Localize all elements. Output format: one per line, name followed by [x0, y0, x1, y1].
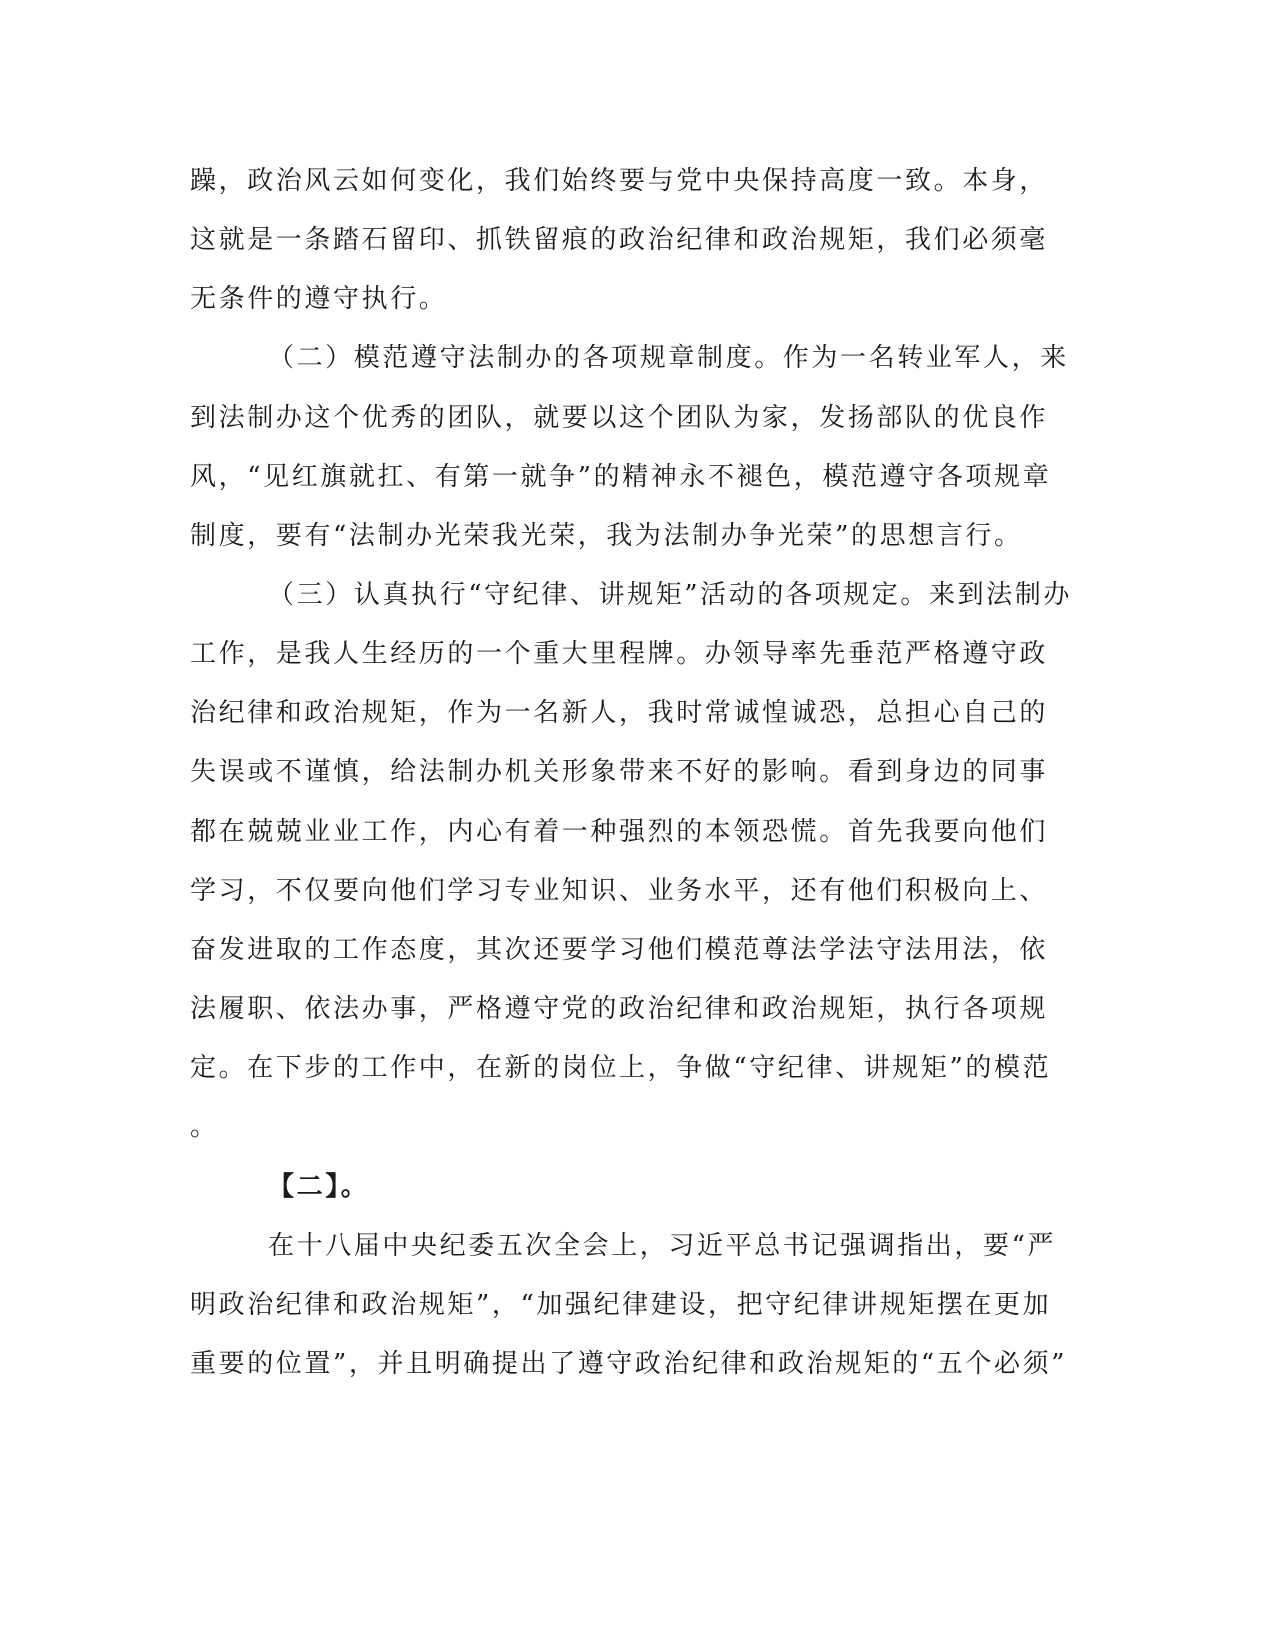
text-line: 躁，政治风云如何变化，我们始终要与党中央保持高度一致。本身，: [190, 166, 1049, 196]
text-line: 工作，是我人生经历的一个重大里程牌。办领导率先垂范严格遵守政: [190, 639, 1049, 669]
text-line: 奋发进取的工作态度，其次还要学习他们模范尊法学法守法用法，依: [190, 935, 1049, 965]
text-line: 都在兢兢业业工作，内心有着一种强烈的本领恐慌。首先我要向他们: [190, 817, 1049, 847]
text-line: 学习，不仅要向他们学习专业知识、业务水平，还有他们积极向上、: [190, 876, 1049, 906]
text-line: 重要的位置”，并且明确提出了遵守政治纪律和政治规矩的“五个必须”: [190, 1349, 1068, 1379]
text-line: 明政治纪律和政治规矩”，“加强纪律建设，把守纪律讲规矩摆在更加: [190, 1290, 1052, 1320]
text-line: 无条件的遵守执行。: [190, 284, 448, 314]
text-line: 定。在下步的工作中，在新的岗位上，争做“守纪律、讲规矩”的模范: [190, 1053, 1052, 1083]
text-line: 风，“见红旗就扛、有第一就争”的精神永不褪色，模范遵守各项规章: [190, 462, 1052, 492]
text-line: 法履职、依法办事，严格遵守党的政治纪律和政治规矩，执行各项规: [190, 994, 1049, 1024]
text-line: 制度，要有“法制办光荣我光荣，我为法制办争光荣”的思想言行。: [190, 521, 1023, 551]
text-line: 。: [190, 1112, 219, 1142]
paragraph-start-line: （二）模范遵守法制办的各项规章制度。作为一名转业军人，来: [268, 343, 1069, 373]
paragraph-start-line: （三）认真执行“守纪律、讲规矩”活动的各项规定。来到法制办: [268, 580, 1072, 610]
text-line: 治纪律和政治规矩，作为一名新人，我时常诚惶诚恐，总担心自己的: [190, 698, 1049, 728]
text-line: 到法制办这个优秀的团队，就要以这个团队为家，发扬部队的优良作: [190, 403, 1049, 433]
paragraph-start-line: 在十八届中央纪委五次全会上，习近平总书记强调指出，要“严: [268, 1231, 1057, 1261]
section-heading: 【二】。: [268, 1172, 370, 1202]
text-line: 这就是一条踏石留印、抓铁留痕的政治纪律和政治规矩，我们必须毫: [190, 225, 1049, 255]
text-line: 失误或不谨慎，给法制办机关形象带来不好的影响。看到身边的同事: [190, 757, 1049, 787]
